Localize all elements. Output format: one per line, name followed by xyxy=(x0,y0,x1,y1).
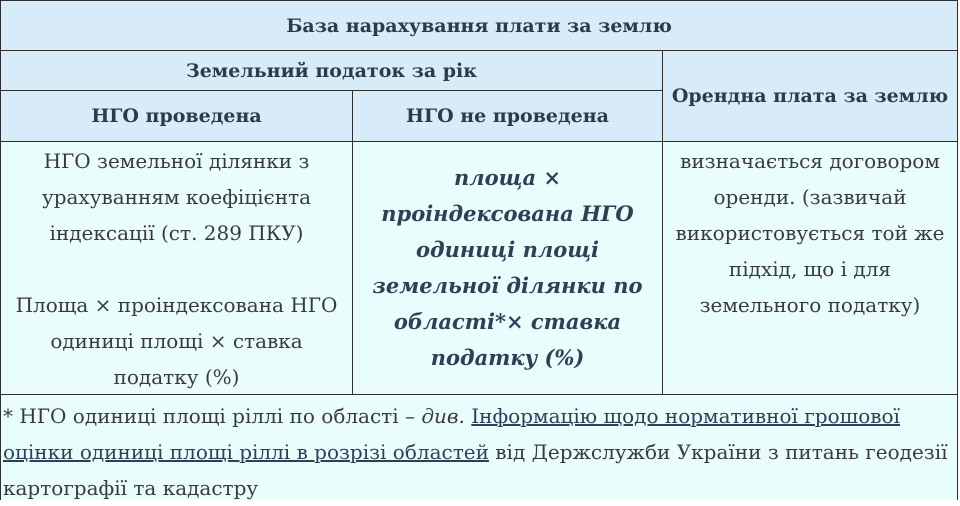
ngo-not-done-header xyxy=(353,91,663,142)
table-title xyxy=(1,1,957,51)
ngo-done-formula: Площа × проіндексована НГО одиниці площі × ставка податку (%) xyxy=(15,293,338,389)
rent-header xyxy=(663,51,957,142)
ngo-done-header xyxy=(1,91,353,142)
footnote-prefix: * НГО одиниці площі ріллі по області – xyxy=(3,404,422,428)
land-tax-header-text: Земельний податок за рік xyxy=(186,59,477,82)
footnote-see: див. xyxy=(421,404,465,428)
footnote-suffix: від Держслужби України з питань геодезії картографії та кадастру xyxy=(3,440,948,500)
ngo-not-done-header-text: НГО не проведена xyxy=(406,105,609,127)
ngo-done-cell xyxy=(1,142,353,395)
ngo-not-done-cell xyxy=(353,142,663,395)
table-title-text: База нарахування плати за землю xyxy=(286,14,672,37)
rent-header-text: Орендна плата за землю xyxy=(671,85,949,107)
land-tax-header xyxy=(1,51,663,91)
ngo-info-link[interactable]: Інформацію щодо нормативної грошової оцінки одиниці площі ріллі в розрізі областей xyxy=(3,404,900,464)
ngo-done-header-text: НГО проведена xyxy=(91,105,262,127)
ngo-not-done-formula: площа × проіндексована НГО одиниці площі земельної ділянки по області*× ставка податку (%) xyxy=(372,165,643,370)
ngo-done-formula-basis: НГО земельної ділянки з урахуванням коефіцієнта індексації (ст. 289 ПКУ) xyxy=(41,149,312,245)
footnote xyxy=(1,395,957,500)
rent-cell xyxy=(663,142,957,395)
rent-description: визначається договором оренди. (зазвичай використовується той же підхід, що і для земельного податку) xyxy=(675,149,945,317)
